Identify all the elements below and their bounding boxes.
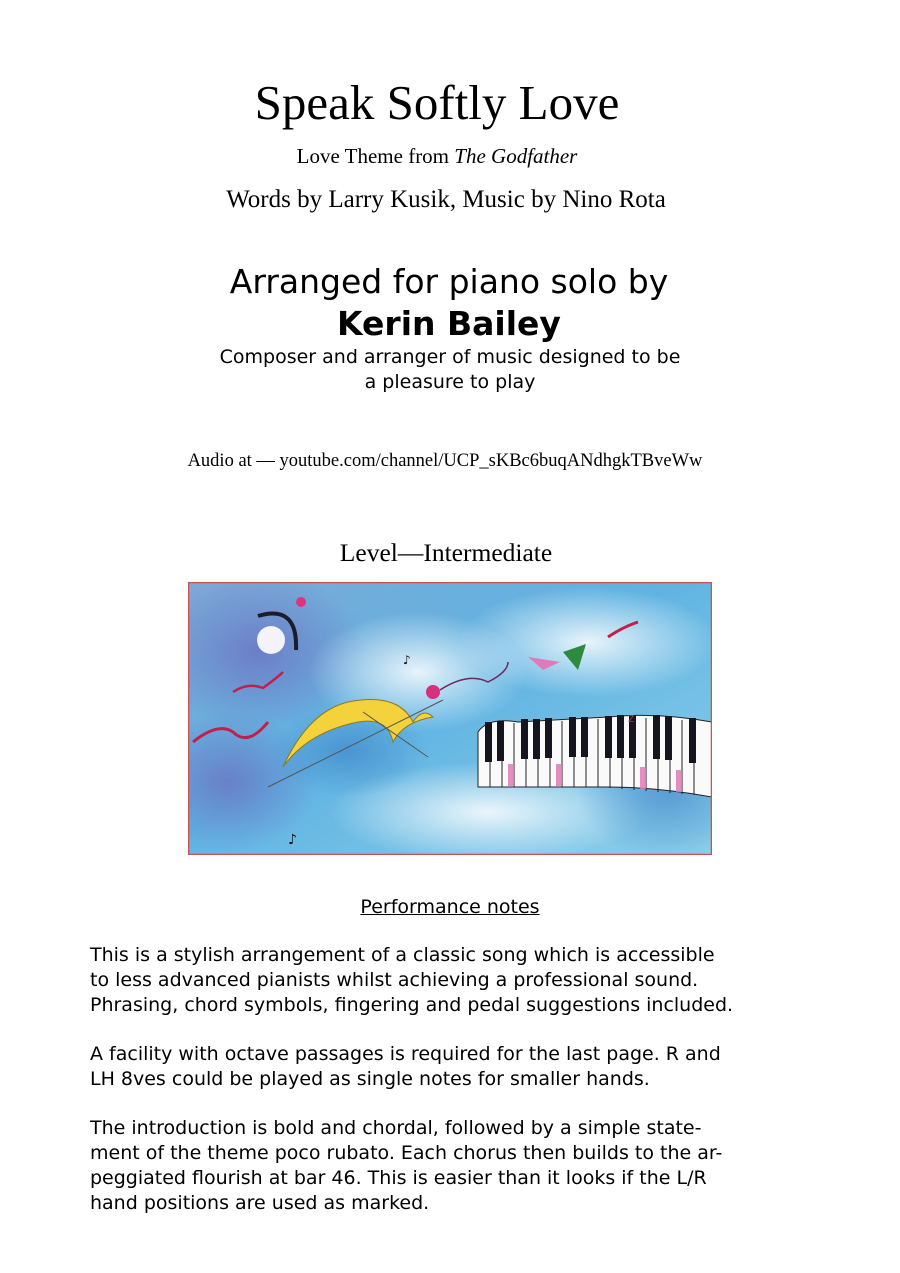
paragraph-line: to less advanced pianists whilst achieving a professional sound. <box>90 969 699 991</box>
paragraph-line: peggiated flourish at bar 46. This is easier than it looks if the L/R <box>90 1167 707 1189</box>
paragraph-line: LH 8ves could be played as single notes for smaller hands. <box>90 1068 650 1090</box>
arranger-description-line: Composer and arranger of music designed to be <box>219 346 681 368</box>
arranged-line: Arranged for piano solo by <box>229 262 669 301</box>
film-title: The Godfather <box>454 144 578 168</box>
notes-paragraph <box>90 1042 850 1092</box>
paragraph-line: ment of the theme poco rubato. Each chorus then builds to the ar- <box>90 1142 723 1164</box>
level-label: Level—Intermediate <box>339 538 553 567</box>
credits: Words by Larry Kusik, Music by Nino Rota <box>226 186 666 213</box>
page-title: Speak Softly Love <box>254 75 620 130</box>
paragraph-line: hand positions are used as marked. <box>90 1192 430 1214</box>
arranger-description-line: a pleasure to play <box>364 371 536 393</box>
notes-paragraph <box>90 1116 850 1216</box>
audio-link[interactable]: Audio at — youtube.com/channel/UCP_sKBc6buqANdhgkTBveWw <box>187 451 703 471</box>
piano-keys-icon <box>478 715 712 797</box>
notes-paragraph <box>90 943 850 1018</box>
piano-keyboard-illustration <box>188 582 712 855</box>
paragraph-line: A facility with octave passages is required for the last page. R and <box>90 1043 721 1065</box>
subtitle-prefix: Love Theme from <box>296 144 455 168</box>
paragraph-line: This is a stylish arrangement of a classic song which is accessible <box>90 944 715 966</box>
arranger-name: Kerin Bailey <box>337 304 561 343</box>
svg-text:z: z <box>628 711 635 725</box>
performance-notes-heading: Performance notes <box>360 896 540 918</box>
svg-text:♪: ♪ <box>288 832 297 848</box>
paragraph-line: The introduction is bold and chordal, followed by a simple state- <box>90 1117 702 1139</box>
subtitle <box>0 144 887 169</box>
paragraph-line: Phrasing, chord symbols, fingering and pedal suggestions included. <box>90 994 734 1016</box>
svg-text:♪: ♪ <box>403 653 411 667</box>
